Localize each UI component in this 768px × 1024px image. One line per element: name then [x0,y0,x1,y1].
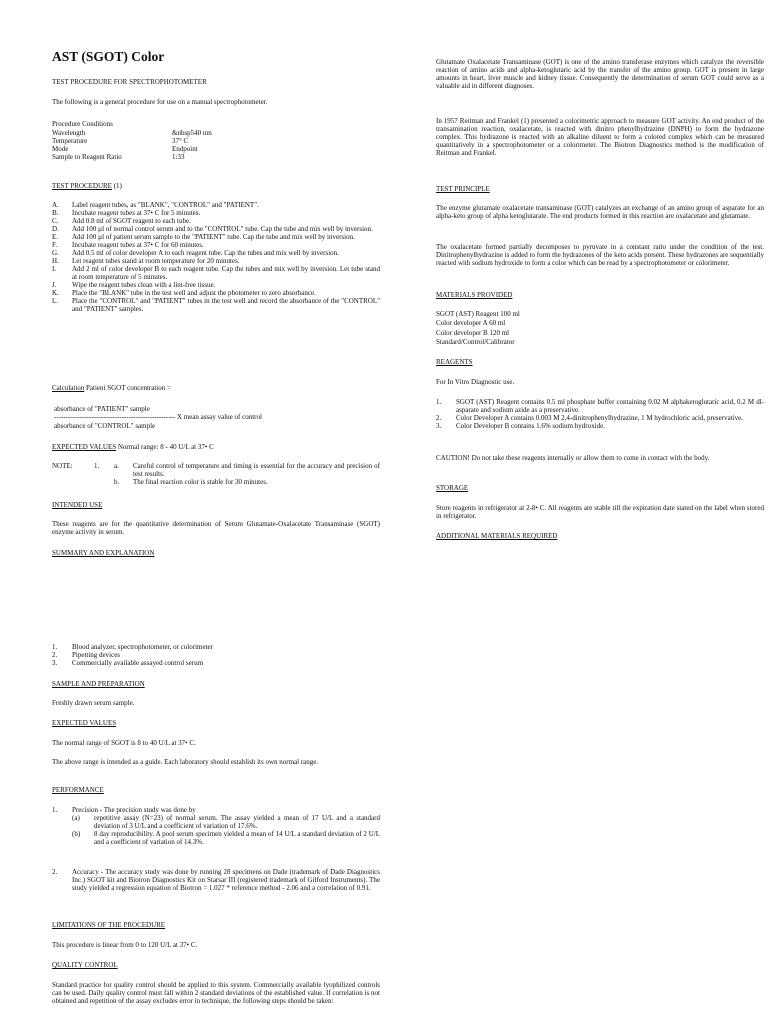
step-letter: G. [52,249,59,257]
expected-values-guide: The above range is intended as a guide. Each laboratory should establish its own normal range. [52,758,319,766]
performance-precision [52,806,380,846]
calculation-denominator: absorbance of "CONTROL" sample [54,422,156,430]
step-text: Incubate reagent tubes at 37• C for 5 minutes. [72,209,201,217]
performance-item [52,806,380,814]
note-item-text: Careful control of temperature and timing is essential for the accuracy and precision of test results. [133,462,380,478]
step-text: Place the "CONTROL" and "PATIENT" tubes in the test well and record the absorbance of the "CONTROL" and "PATIENT" samples. [72,297,380,313]
right-intro-paragraph-2: In 1957 Reitman and Frankel (1) presented a colorimetric approach to measure GOT activity. An end product of the transamination reaction, oxalacetate, is reacted with dinitro phenylhydrazine (DNPH) to form the hydrazone complex. This hydrazone is reacted with an alkaline diluent to form a colored complex which can be measured quantitatively in a spectrophotometer or a colorimeter. The Biotron Diagnostics method is the modification of Reitman and Frankel. [436,117,764,157]
calculation-label: Calculation [52,384,85,392]
reagents-list [436,398,764,430]
list-item-text: Blood analyzer, spectrophotometer, or colorimeter [72,643,213,651]
procedure-conditions-table [52,129,380,161]
step-letter: D. [52,225,59,233]
condition-value: 37° C [172,137,189,145]
procedure-step [52,289,380,297]
condition-label: Wavelength [52,129,86,137]
intended-use-heading: INTENDED USE [52,501,103,509]
condition-value: Endpoint [172,145,198,153]
calculation-line [52,384,171,392]
condition-row [52,145,380,153]
note-item [114,478,380,486]
subitem-label: (b) [72,830,81,838]
materials-provided-heading: MATERIALS PROVIDED [436,291,513,299]
additional-materials-heading: ADDITIONAL MATERIALS REQUIRED [436,532,558,540]
test-principle-heading: TEST PRINCIPLE [436,185,490,193]
performance-item-number: 2. [52,868,58,876]
materials-provided-item: Color developer B 120 ml [436,329,510,337]
reagent-item [436,398,764,414]
condition-label: Sample to Reagent Ratio [52,153,122,161]
reagent-number: 2. [436,414,442,422]
test-procedure-heading-line [52,182,122,190]
expected-values-inline [52,443,214,451]
step-text: Label reagent tubes, as "BLANK", "CONTROL" and "PATIENT". [72,201,259,209]
intro-text: The following is a general procedure for use on a manual spectrophotometer. [52,98,268,106]
step-text: Let reagent tubes stand at room temperature for 20 minutes. [72,257,240,265]
performance-accuracy [52,868,380,892]
reagent-text: Color Developer B contains 1.6% sodium hydroxide. [456,422,605,430]
step-letter: A. [52,201,59,209]
procedure-step [52,265,380,281]
step-text: Add 100 µl of normal control serum and to the "CONTROL" tube. Cap the tube and mix well by inversion. [72,225,373,233]
note-label: NOTE: [52,462,73,470]
list-item [52,651,380,659]
materials-provided-item: SGOT (AST) Reagent 100 ml [436,310,520,318]
procedure-step [52,225,380,233]
expected-values-range: Normal range: 8 - 40 U/L at 37• C [116,443,214,451]
step-letter: E. [52,233,59,241]
condition-row [52,129,380,137]
sample-text: Freshly drawn serum sample. [52,699,135,707]
step-letter: J. [52,281,57,289]
step-text: Add 0.8 ml of SGOT reagent to each tube. [72,217,191,225]
performance-item-number: 1. [52,806,58,814]
performance-item-text: Accuracy - The accuracy study was done by running 28 specimens on Dade (trademark of Dade Diagnostics Inc.) SGOT kit and Biotron Diagnostics Kit on Starsar III (registered trademark of Gilford Instruments). The study yielded a regression equation of Biotron = 1.027 * reference method - 2.06 and a correlation of 0.91. [72,868,380,892]
procedure-step [52,201,380,209]
condition-row [52,137,380,145]
expected-values-text: The normal range of SGOT is 8 to 40 U/L at 37• C. [52,739,196,747]
step-text: Add 100 µl of patient serum sample to the "PATIENT" tube. Cap the tube and mix well by inversion. [72,233,355,241]
procedure-conditions-heading: Procedure Conditions [52,120,113,128]
note-number: 1. [94,462,100,470]
performance-item-text: Precision - The precision study was done by [72,806,196,814]
list-item-number: 1. [52,643,58,651]
caution-text: CAUTION! Do not take these reagents internally or allow them to come in contact with the body. [436,454,710,462]
procedure-step [52,233,380,241]
note-item-letter: a. [114,462,119,470]
condition-value: &nbsp540 nm [172,129,212,137]
step-letter: C. [52,217,59,225]
step-text: Place the "BLANK" tube in the test well and adjust the photometer to zero absorbance. [72,289,316,297]
materials-required-list [52,643,380,667]
step-letter: K. [52,289,59,297]
procedure-step [52,297,380,313]
reagents-heading: REAGENTS [436,358,473,366]
expected-values-label: EXPECTED VALUES [52,443,117,451]
list-item-text: Commercially available assayed control serum [72,659,204,667]
condition-label: Mode [52,145,69,153]
calculation-text: Patient SGOT concentration = [84,384,171,392]
procedure-type-heading: TEST PROCEDURE FOR SPECTROPHOTOMETER [52,78,207,86]
summary-heading: SUMMARY AND EXPLANATION [52,549,155,557]
performance-heading: PERFORMANCE [52,786,104,794]
reagent-item [436,414,764,422]
procedure-steps [52,201,380,313]
note-item [114,462,380,478]
performance-item [52,868,380,892]
expected-values-heading: EXPECTED VALUES [52,719,117,727]
condition-value: 1:33 [172,153,185,161]
document-title: AST (SGOT) Color [52,49,165,64]
materials-provided-item: Color developer A 60 ml [436,319,506,327]
intended-use-text: These reagents are for the quantitative determination of Serum Glutamate-Oxalacetate Transaminase (SGOT) enzyme activity in serum. [52,520,380,536]
right-intro-paragraph-1: Glutamate Oxalacetate Transaminase (GOT) is one of the amino transferase enzymes which catalyze the reversible reaction of amino acids and alpha-ketoglutaric acid by the transfer of the amino group. GOT is present in large amounts in heart, liver muscle and kidney tissue. Consequently the determination of serum GOT could serve as a valuable aid in different diagnoses. [436,58,764,90]
step-text: Add 0.5 ml of color developer A to each reagent tube. Cap the tubes and mix well by inversion. [72,249,339,257]
test-procedure-heading: TEST PROCEDURE [52,182,112,190]
list-item-number: 3. [52,659,58,667]
step-letter: L. [52,297,59,305]
procedure-step [52,249,380,257]
storage-heading: STORAGE [436,484,469,492]
quality-control-heading: QUALITY CONTROL [52,961,118,969]
performance-subitem [72,830,380,846]
step-letter: I. [52,265,57,273]
reagent-number: 3. [436,422,442,430]
calculation-numerator: absorbance of "PATIENT" sample [54,405,150,413]
step-letter: H. [52,257,59,265]
test-principle-text-1: The enzyme glutamate oxalacetate transaminase (GOT) catalyzes an exchange of an amino group of asparate for an alpha-keto group of alpha ketoglutarate. The end products formed in this reaction are oxalacetate and glutamate. [436,204,764,220]
quality-control-text: Standard practice for quality control should be applied to this system. Commercially available lyophilized controls can be used. Daily quality control must fall within 2 standard deviations of the established value. If correlation is not obtained and repetition of the assay excludes error in technique, the following steps should be taken: [52,981,380,1005]
procedure-step [52,217,380,225]
sample-heading: SAMPLE AND PREPARATION [52,680,145,688]
limitations-text: This procedure is linear from 0 to 120 U/L at 37• C. [52,941,198,949]
procedure-step [52,257,380,265]
note-block [52,462,380,486]
limitations-heading: LIMITATIONS OF THE PROCEDURE [52,921,166,929]
step-text: Wipe the reagent tubes clean with a lint-free tissue. [72,281,216,289]
step-letter: F. [52,241,58,249]
subitem-text: 8 day reproducibility. A pool serum specimen yielded a mean of 14 U/L a standard deviation of 2 U/L and a coefficient of variation of 14.3%. [94,830,380,846]
list-item [52,643,380,651]
storage-text: Store reagents in refrigerator at 2-8• C. All reagents are stable till the expiration date stated on the label when stored in refrigerator. [436,504,764,520]
materials-provided-item: Standard/Control/Calibrator [436,338,515,346]
condition-label: Temperature [52,137,88,145]
reagent-text: SGOT (AST) Reagent contains 0.5 ml phosphate buffer containing 0.02 M alphaketoglutaric acid, 0.2 M dl-asparate and sodium azide as a preservative. [456,398,764,414]
reagents-intro: For In Vitro Diagnostic use. [436,378,515,386]
test-principle-text-2: The oxalacetate formed partially decomposes to pyruvate in a constant ratio under the condition of the test. Dinitrophenylhydrazine is added to form the hydrazones of the keto acids present. These hydrazones are sequentially reacted with sodium hydroxide to form a color which can be read by a spectrophotometer or colorimeter. [436,243,764,267]
note-item-letter: b. [114,478,120,486]
performance-subitem [72,814,380,830]
reagent-item [436,422,764,430]
procedure-step [52,281,380,289]
reagent-text: Color Developer A contains 0.003 M 2,4-dinitrophenylhydrazine, 1 M hydrochloric acid, preservative. [456,414,743,422]
step-letter: B. [52,209,59,217]
step-text: Incubate reagent tubes at 37• C for 60 minutes. [72,241,204,249]
reagent-number: 1. [436,398,442,406]
note-item-text: The final reaction color is stable for 30 minutes. [133,478,268,486]
list-item [52,659,380,667]
calculation-fraction-line: ---------------------------------------------------- X mean assay value of control [54,413,262,421]
condition-row [52,153,380,161]
procedure-step [52,241,380,249]
subitem-text: repetitive assay (N=23) of normal serum. The assay yielded a mean of 17 U/L and a standard deviation of 3 U/L and a coefficient of variation of 17.6%. [94,814,380,830]
test-procedure-ref: (1) [111,182,122,190]
list-item-text: Pipetting devices [72,651,121,659]
procedure-step [52,209,380,217]
step-text: Add 2 ml of color developer B to each reagent tube. Cap the tubes and mix well by inversion. Let tube stand at room temperature of 5 minutes. [72,265,380,281]
subitem-label: (a) [72,814,80,822]
list-item-number: 2. [52,651,58,659]
